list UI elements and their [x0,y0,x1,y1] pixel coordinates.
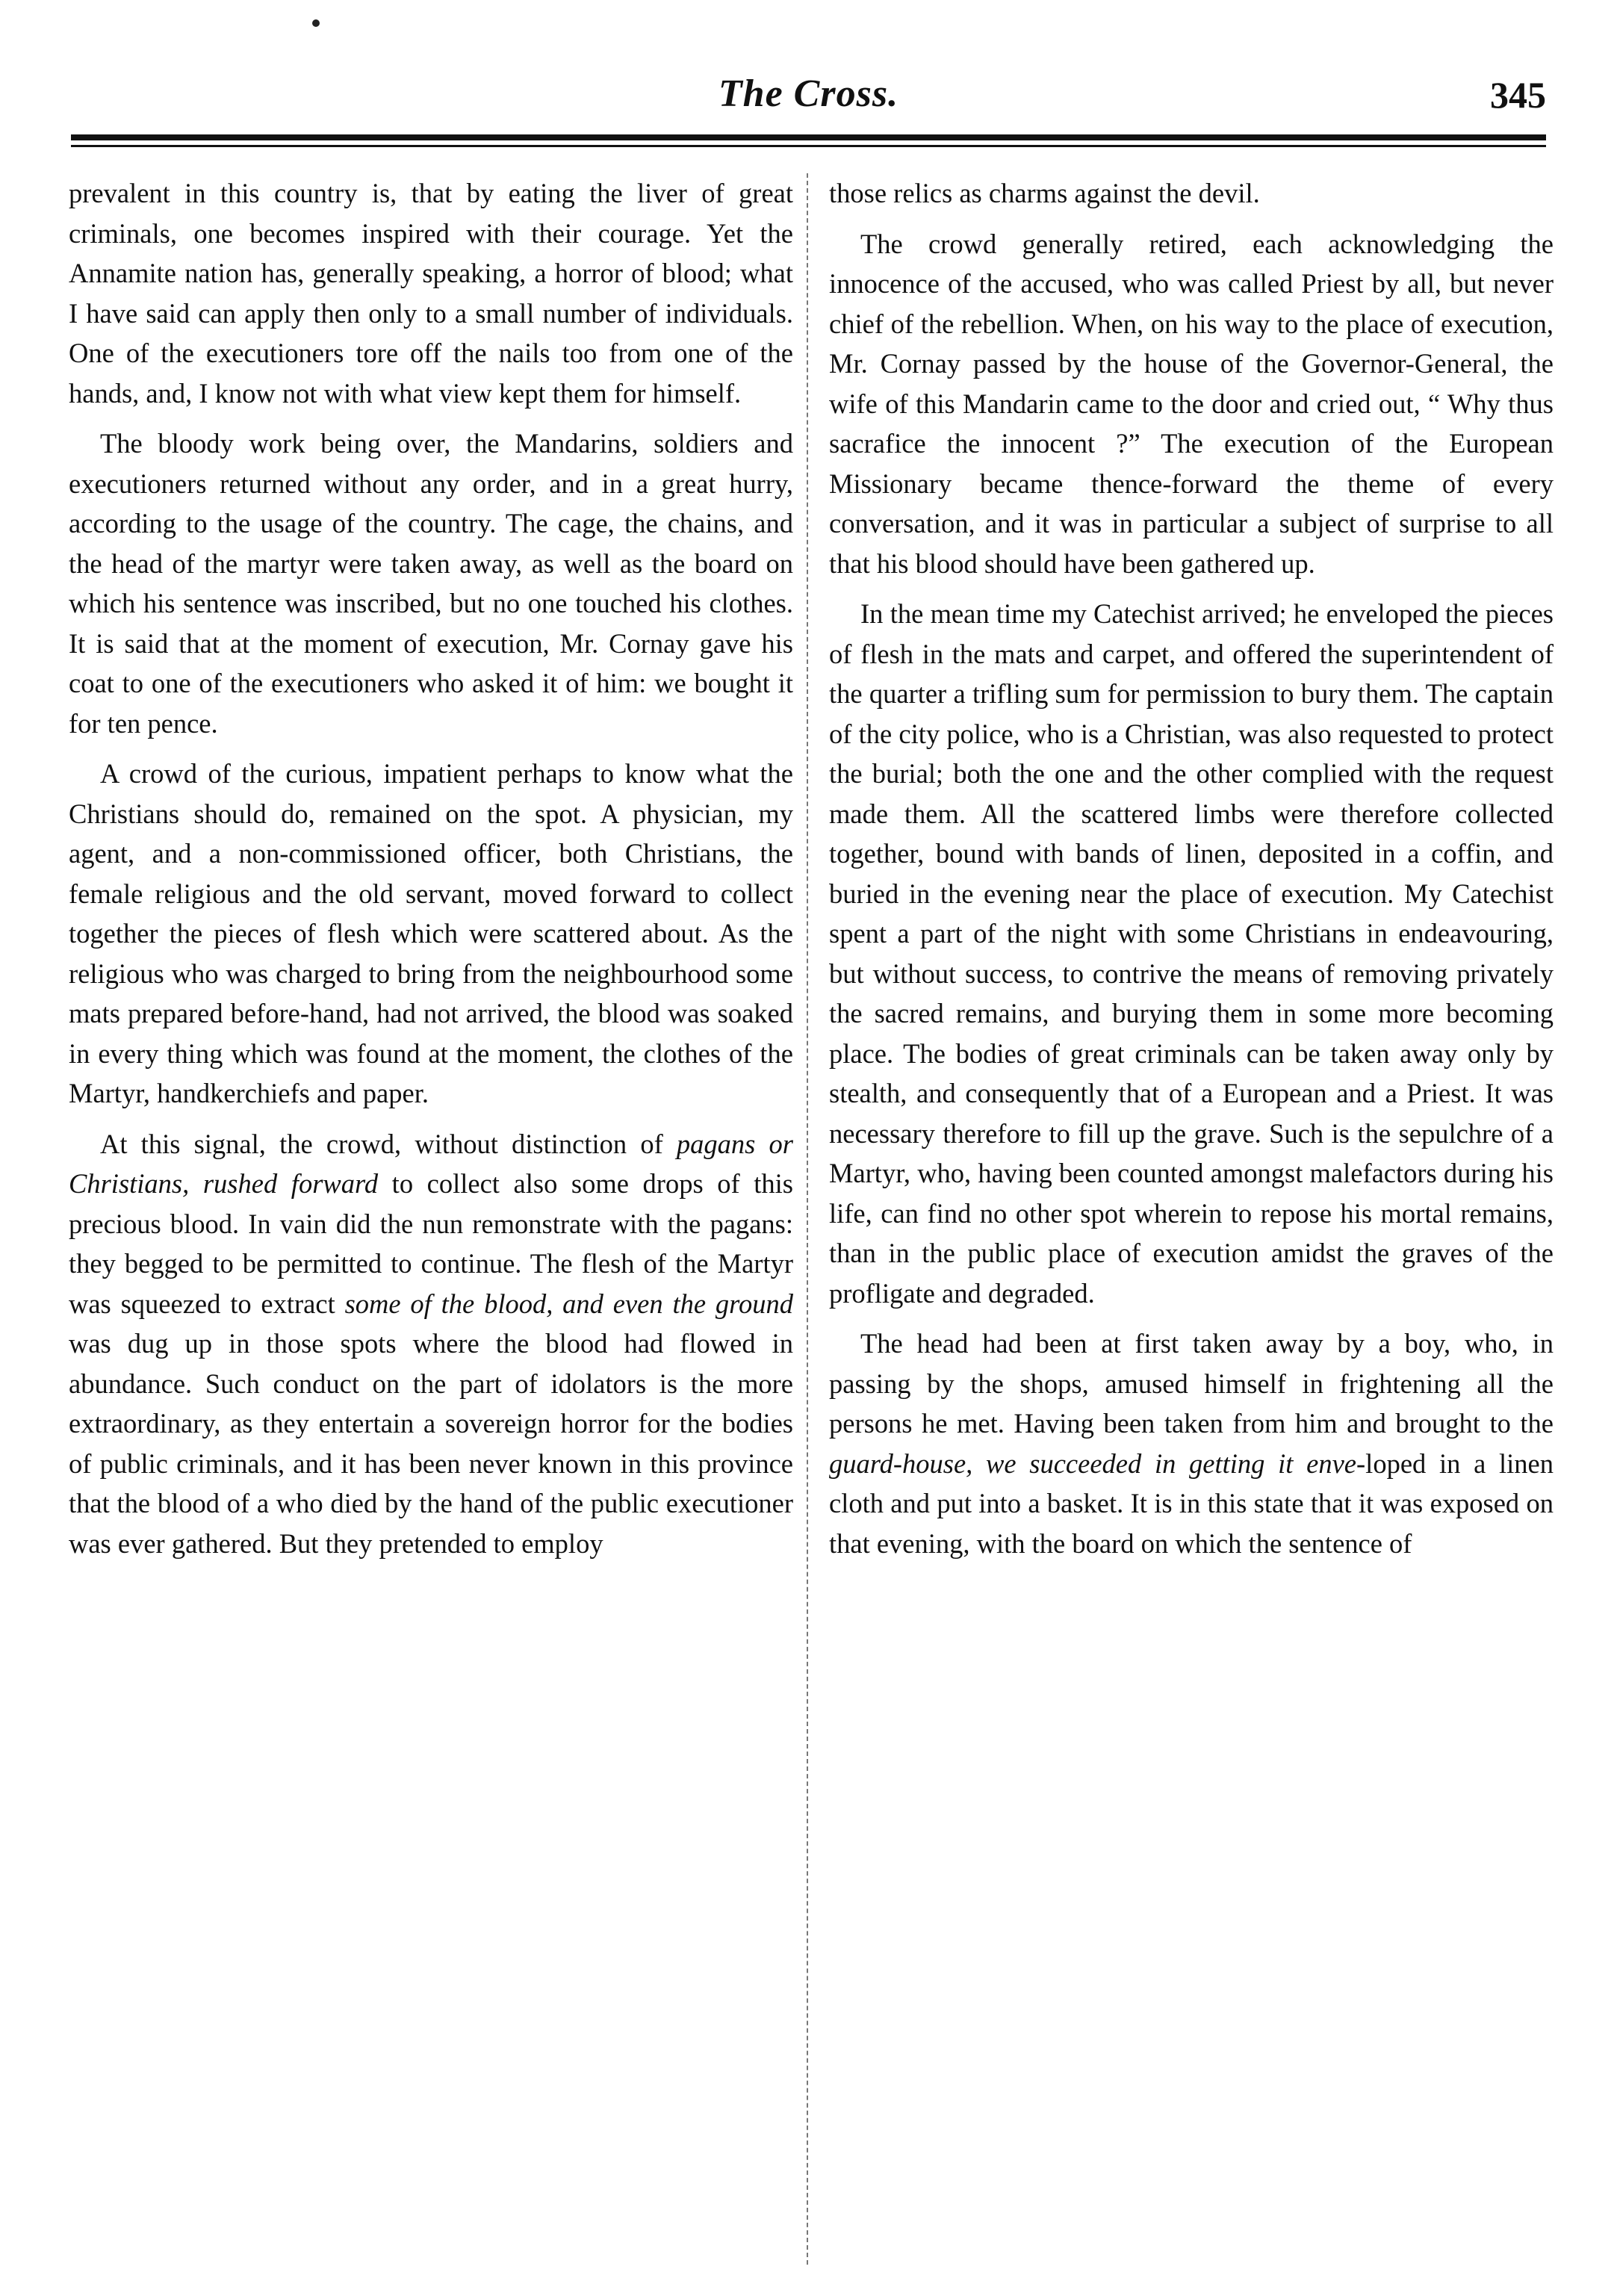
paragraph: In the mean time my Catechist arrived; he enveloped the pieces of flesh in the mats and carpet, and offered the superintendent of the quarter a trifling sum for permission to bury them. The captain of the city police, who is a Christian, was also requested to protect the burial; both the one and the other complied with the request made them. All the scattered limbs were therefore collected together, bound with bands of linen, deposited in a coffin, and buried in the evening near the place of execution. My Catechist spent a part of the night with some Christians in endeavouring, but without success, to contrive the means of removing privately the sacred remains, and burying them in some more becoming place. The bodies of great criminals can be taken away only by stealth, and consequently that of a European and a Priest. It was necessary therefore to fill up the grave. Such is the sepulchre of a Martyr, who, having been counted amongst malefactors during his life, can find no other spot wherein to repose his mortal remains, than in the public place of execution amidst the graves of the profligate and degraded. [829,598,1554,1309]
text-run: loped in a linen cloth and put into a basket. It is in this state that it was exposed on that evening, with the board on which the sentence of [829,1448,1554,1559]
text-run: At this signal, the crowd, without distinction of [100,1128,677,1159]
paragraph: prevalent in this country is, that by eating the liver of great criminals, one becomes inspired with their courage. Yet the Annamite nation has, generally speaking, a horror of blood; what I have said can apply then only to a small number of individuals. One of the executioners tore off the nails too from one of the hands, and, I know not with what view kept them for himself. [69,178,793,409]
running-title: The Cross. [718,72,899,115]
paragraph: The bloody work being over, the Mandarins, soldiers and executioners returned without any order, and in a great hurry, according to the usage of the country. The cage, the chains, and the head of the martyr were taken away, as well as the board on which his sentence was inscribed, but no one touched his clothes. It is said that at the moment of execution, Mr. Cornay gave his coat to one of the executioners who asked it of him: we bought it for ten pence. [69,428,793,739]
page-number: 345 [1490,74,1546,116]
right-column [829,173,1554,1574]
paragraph [829,1324,1554,1563]
italic-text-run: guard-house, we succeeded in getting it enve- [829,1448,1366,1479]
paragraph: those relics as charms against the devil. [829,178,1260,208]
paragraph: The crowd generally retired, each acknowledging the innocence of the accused, who was called Priest by all, but never chief of the rebellion. When, on his way to the place of execution, Mr. Cornay passed by the house of the Governor-General, the wife of this Mandarin came to the door and cried out, “ Why thus sacrafice the innocent ?” The execution of the European Missionary became thence-forward the theme of every conversation, and it was in particular a subject of surprise to all that his blood should have been gathered up. [829,228,1554,579]
paragraph [69,1124,793,1564]
header-rule-thick [71,134,1546,140]
italic-text-run: some of the blood, and even the ground [344,1288,793,1319]
text-run: The head had been at first taken away by a boy, who, in passing by the shops, amused himself in frightening all the persons he met. Having been taken from him and brought to the [829,1328,1554,1439]
header-rule-thin [71,145,1546,147]
italic-text-run: pagans or Christians, rushed forward [69,1128,793,1199]
text-run: was dug up in those spots where the blood had flowed in abundance. Such conduct on the part of idolators is the more extraordinary, as they entertain a sovereign horror for the bodies of public criminals, and it has been never known in this province that the blood of a who died by the hand of the public executioner was ever gathered. But they pretended to employ [69,1328,793,1559]
paragraph: A crowd of the curious, impatient perhaps to know what the Christians should do, remained on the spot. A physician, my agent, and a non-commissioned officer, both Christians, the female religious and the old servant, moved forward to collect together the pieces of flesh which were scattered about. As the religious who was charged to bring from the neighbourhood some mats prepared before-hand, had not arrived, the blood was soaked in every thing which was found at the moment, the clothes of the Martyr, handkerchiefs and paper. [69,758,793,1108]
ink-speck [312,19,320,27]
left-column [69,173,793,1574]
text-run: to collect also some drops of this precious blood. In vain did the nun remonstrate with the pagans: they begged to be permitted to continue. The flesh of the Martyr was squeezed to extract [69,1168,793,1319]
column-divider [807,173,808,2265]
